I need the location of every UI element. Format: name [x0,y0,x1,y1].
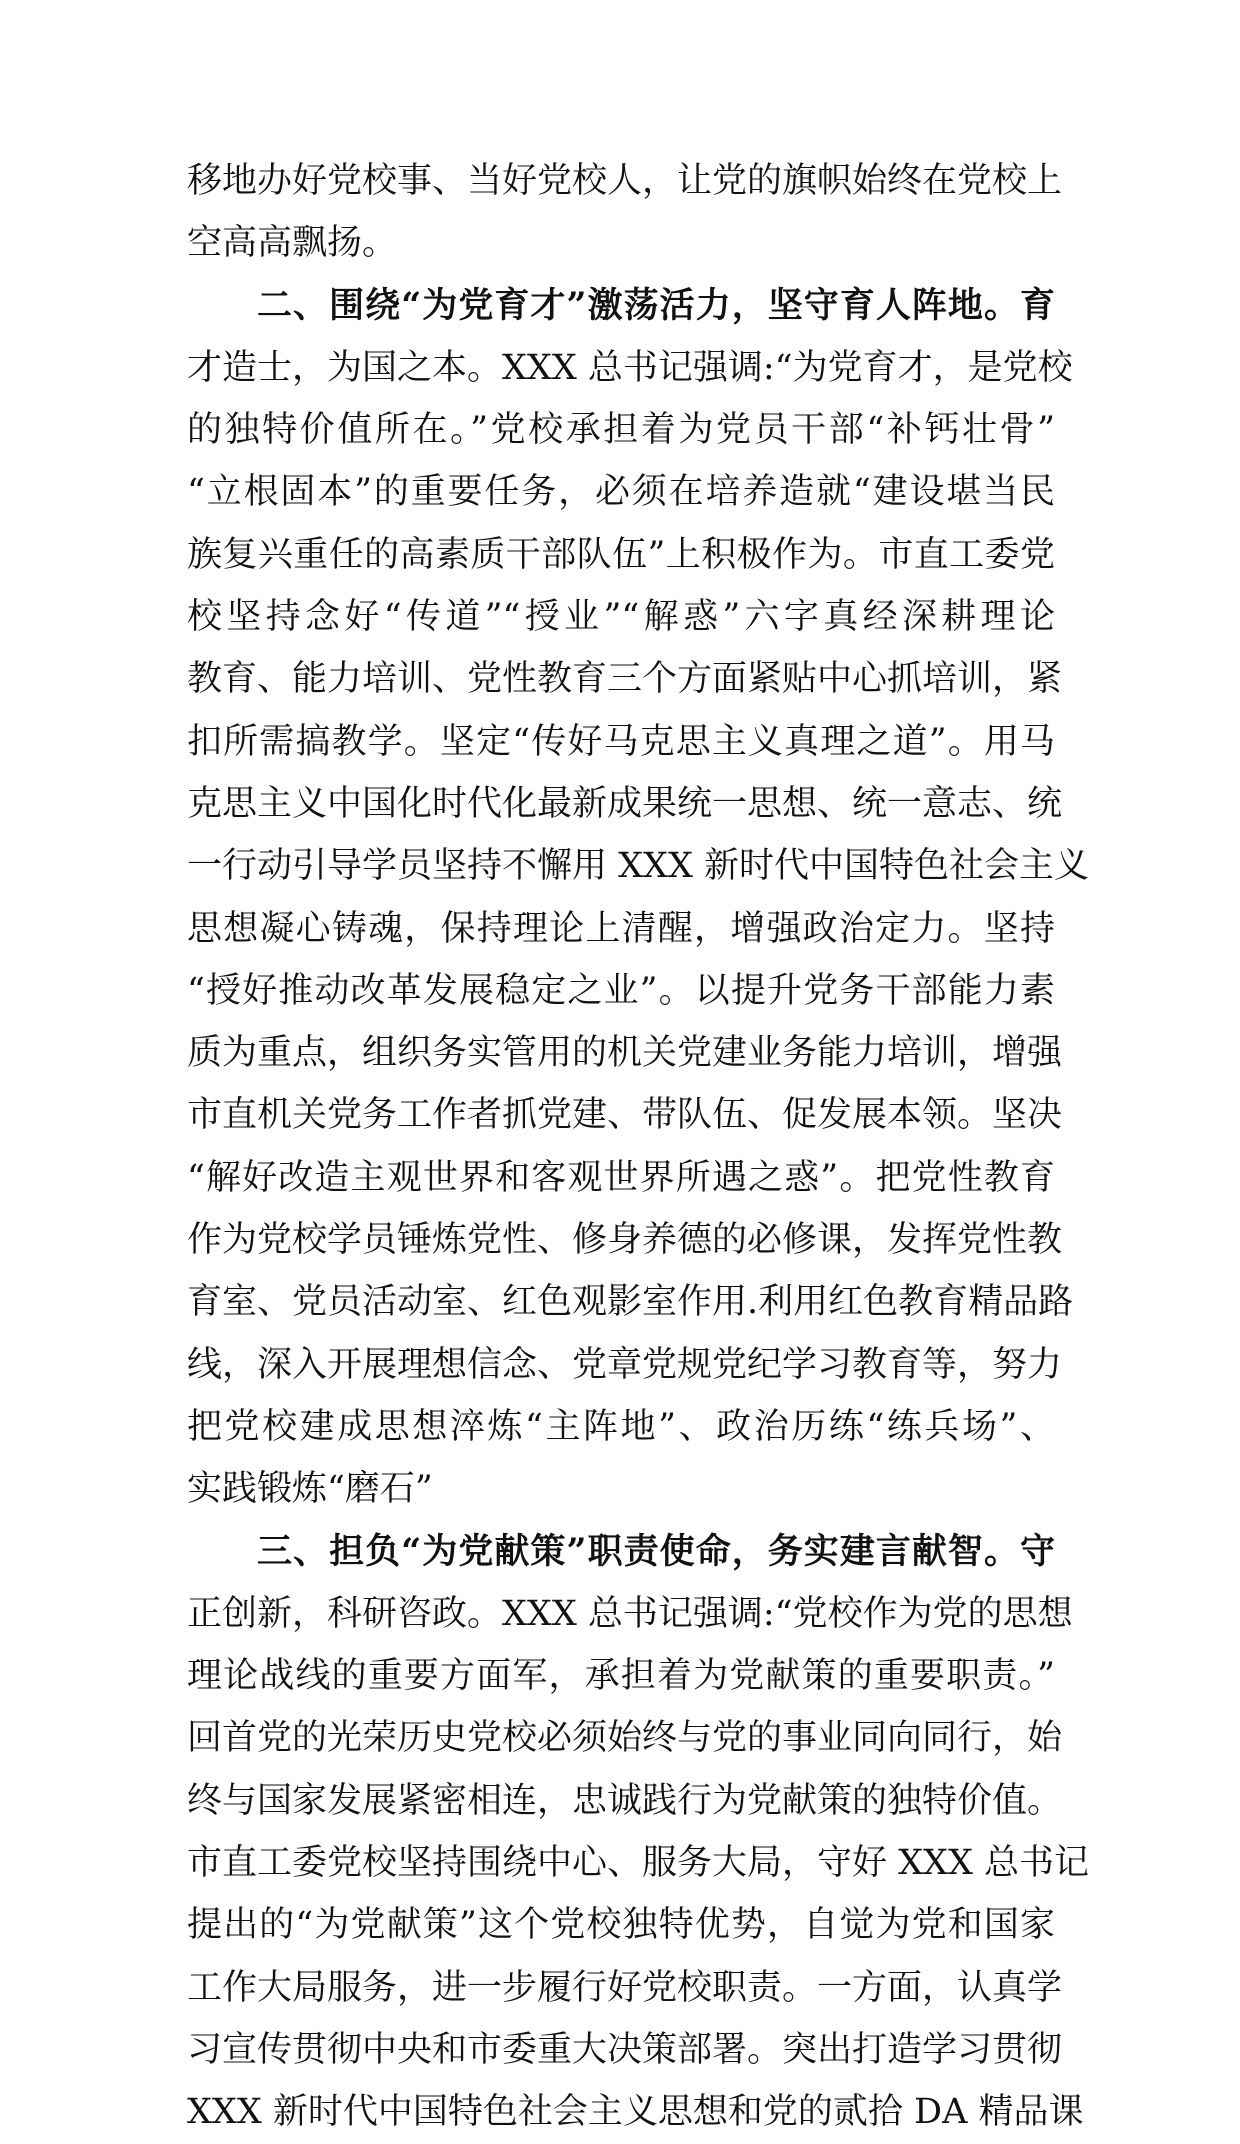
document-body [187,150,1090,2144]
text-line: 终与国家发展紧密相连，忠诚践行为党献策的独特价值。 [187,1780,1063,1821]
text-line: 校坚持念好“传道”“授业”“解惑”六字真经深耕理论 [187,597,1055,638]
text-line: 线，深入开展理想信念、党章党规党纪学习教育等，努力 [187,1344,1063,1385]
text-line: 一行动引导学员坚持不懈用 XXX 新时代中国特色社会主义 [187,846,1090,887]
text-line: “授好推动改革发展稳定之业”。以提升党务干部能力素 [187,970,1055,1011]
text-line: 质为重点，组织务实管用的机关党建业务能力培训，增强 [187,1033,1063,1074]
text-line: 克思主义中国化时代化最新成果统一思想、统一意志、统 [187,783,1063,824]
text-line: XXX 新时代中国特色社会主义思想和党的贰拾 DA 精品课 [187,2092,1084,2133]
text-line: 思想凝心铸魂，保持理论上清醒，增强政治定力。坚持 [187,908,1055,949]
text-line: 作为党校学员锤炼党性、修身养德的必修课，发挥党性教 [187,1220,1063,1261]
text-line: 把党校建成思想淬炼“主阵地”、政治历练“练兵场”、 [187,1406,1055,1447]
text-line: 教育、能力培训、党性教育三个方面紧贴中心抓培训，紧 [187,659,1063,700]
text-line: 工作大局服务，进一步履行好党校职责。一方面，认真学 [187,1967,1063,2008]
text-line: “解好改造主观世界和客观世界所遇之惑”。把党性教育 [187,1157,1055,1198]
text-line: 市直工委党校坚持围绕中心、服务大局，守好 XXX 总书记 [187,1843,1090,1884]
text-line: 扣所需搞教学。坚定“传好马克思主义真理之道”。用马 [187,721,1055,762]
text-line: 移地办好党校事、当好党校人，让党的旗帜始终在党校上 [187,161,1063,201]
text-line: 理论战线的重要方面军，承担着为党献策的重要职责。” [187,1656,1055,1697]
text-line: 习宣传贯彻中央和市委重大决策部署。突出打造学习贯彻 [187,2029,1063,2070]
text-line: 的独特价值所在。”党校承担着为党员干部“补钙壮骨” [187,410,1055,451]
text-line: 实践锻炼“磨石” [187,1469,433,1510]
text-line: 空高高飘扬。 [187,223,398,264]
section-heading-line: 二、围绕“为党育才”激荡活力，坚守育人阵地。育 [257,284,1055,326]
section-heading-line: 三、担负“为党献策”职责使命，务实建言献智。守 [257,1530,1055,1572]
text-line: 回首党的光荣历史党校必须始终与党的事业同向同行，始 [187,1718,1063,1759]
text-line: 市直机关党务工作者抓党建、带队伍、促发展本领。坚决 [187,1095,1063,1136]
text-line: 族复兴重任的高素质干部队伍”上积极作为。市直工委党 [187,534,1055,575]
text-line: “立根固本”的重要任务，必须在培养造就“建设堪当民 [187,472,1055,513]
text-line: 提出的“为党献策”这个党校独特优势，自觉为党和国家 [187,1905,1055,1946]
text-line: 育室、党员活动室、红色观影室作用.利用红色教育精品路 [187,1282,1074,1323]
text-line: 才造士，为国之本。XXX 总书记强调:“为党育才，是党校 [187,347,1073,388]
text-line: 正创新，科研咨政。XXX 总书记强调:“党校作为党的思想 [187,1593,1073,1634]
